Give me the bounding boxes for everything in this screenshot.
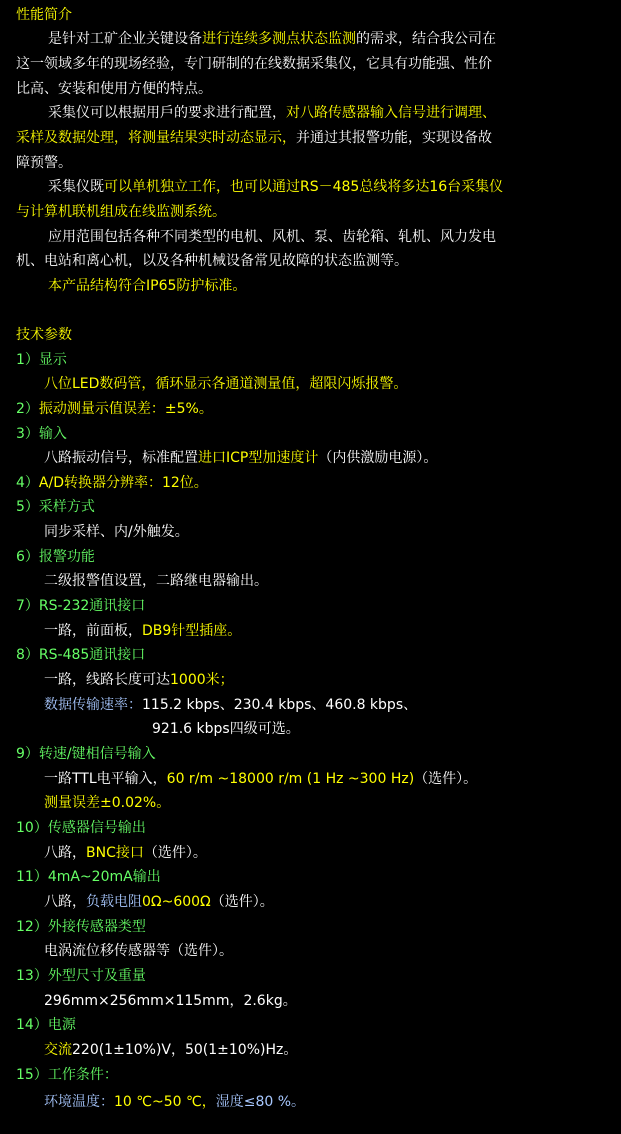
- spec-12-title: [16, 918, 146, 936]
- spec-8-title: [16, 646, 145, 664]
- text: 采集仪可以根据用戶的要求进行配置，: [48, 105, 286, 121]
- spec-3-body: [44, 449, 437, 467]
- intro-p4-line1: [48, 228, 496, 246]
- highlight-text: 1000米；: [170, 672, 234, 688]
- spec-10-title: [16, 819, 146, 837]
- spec-12-body: [44, 942, 233, 960]
- spec-title: 13）外型尺寸及重量: [16, 968, 146, 984]
- text: 220(1±10%)V，50(1±10%)Hz。: [72, 1042, 298, 1058]
- intro-p2-line1: [48, 104, 496, 122]
- text: （选件）。: [414, 771, 478, 787]
- spec-title: 8）RS-485通讯接口: [16, 647, 146, 663]
- text: 八路，: [44, 894, 86, 910]
- text: 应用范围包括各种不同类型的电机、风机、泵、齿轮箱、轧机、风力发电: [48, 229, 496, 245]
- spec-title: 12）外接传感器类型: [16, 919, 146, 935]
- text: （选件）。: [210, 894, 274, 910]
- intro-p3-line2: [16, 203, 226, 221]
- text: 这一领域多年的现场经验，专门研制的在线数据采集仪，它具有功能强、性价: [16, 56, 492, 72]
- intro-p3-line1: [48, 178, 503, 196]
- highlight-text: 进行连续多测点状态监测: [202, 31, 356, 47]
- highlight-text: 测量误差±0.02%。: [44, 795, 171, 811]
- spec-14-body: [44, 1041, 297, 1059]
- spec-13-title: [16, 967, 146, 985]
- highlight-text: 交流: [44, 1042, 72, 1058]
- text: 采集仪既: [48, 179, 104, 195]
- text: 二级报警值设置，二路继电器输出。: [44, 573, 268, 589]
- spec-15-title: [16, 1066, 118, 1084]
- spec-9-title: [16, 745, 156, 763]
- spec-title: 3）输入: [16, 426, 67, 442]
- spec-body: 振动测量示值误差：±5%。: [38, 401, 213, 417]
- text: 一路，前面板，: [44, 623, 142, 639]
- spec-1-title: [16, 351, 67, 369]
- text: 机、电站和离心机，以及各种机械设备常见故障的状态监测等。: [16, 253, 408, 269]
- highlight-text: 对八路传感器输入信号进行调理、: [286, 105, 496, 121]
- text: 的需求，结合我公司在: [356, 31, 496, 47]
- rate-label: 数据传输速率：: [44, 697, 142, 713]
- rate-values: 921.6 kbps四级可选。: [152, 721, 300, 737]
- spec-title: 1）显示: [16, 352, 67, 368]
- highlight-text: 进口ICP型加速度计: [198, 450, 319, 466]
- text: 八路，: [44, 845, 86, 861]
- accent-text: 环境温度：: [44, 1094, 114, 1110]
- accent-text: 湿度≤80 %。: [215, 1094, 306, 1110]
- intro-p2-line2: [16, 129, 492, 147]
- spec-9-body: [44, 770, 477, 788]
- text: 一路TTL电平输入，: [44, 771, 167, 787]
- spec-title: 14）电源: [16, 1017, 76, 1033]
- spec-number: 4）: [16, 475, 39, 491]
- highlight-text: 采样及数据处理，将测量结果实时动态显示，: [16, 130, 296, 146]
- spec-14-title: [16, 1016, 76, 1034]
- text: （内供激励电源）。: [318, 450, 438, 466]
- spec-7-body: [44, 622, 241, 640]
- spec-title: 6）报警功能: [16, 549, 95, 565]
- text: 障预警。: [16, 155, 72, 171]
- spec-6-body: [44, 572, 268, 590]
- intro-p5: [48, 277, 246, 295]
- spec-title: 9）转速/键相信号输入: [16, 746, 156, 762]
- spec-title: 5）采样方式: [16, 499, 95, 515]
- highlight-text: 10 ℃~50 ℃，: [114, 1094, 216, 1110]
- text: （选件）。: [143, 845, 207, 861]
- intro-heading: [16, 6, 72, 24]
- text: 一路，线路长度可达: [44, 672, 170, 688]
- spec-9-error: [44, 794, 170, 812]
- spec-15-body: [44, 1093, 305, 1111]
- text: 同步采样、内/外触发。: [44, 524, 189, 540]
- spec-13-body: [44, 992, 297, 1010]
- intro-p1-line2: [16, 55, 492, 73]
- spec-title: 10）传感器信号输出: [16, 820, 146, 836]
- spec-11-title: [16, 868, 161, 886]
- spec-8-rate: [44, 696, 417, 714]
- spec-6-title: [16, 548, 95, 566]
- specs-heading-text: 技术参数: [16, 327, 72, 343]
- text: 是针对工矿企业关键设备: [48, 31, 202, 47]
- spec-title: 15）工作条件：: [16, 1067, 118, 1083]
- intro-p4-line2: [16, 252, 408, 270]
- text: 八路振动信号，标准配置: [44, 450, 198, 466]
- spec-number: 2）: [16, 401, 39, 417]
- spec-3-title: [16, 425, 67, 443]
- spec-1-body: [44, 375, 407, 393]
- spec-2: [16, 400, 213, 418]
- specs-heading: [16, 326, 72, 344]
- intro-p2-line3: [16, 154, 72, 172]
- rate-values: 115.2 kbps、230.4 kbps、460.8 kbps、: [142, 697, 418, 713]
- text: 并通过其报警功能，实现设备故: [296, 130, 492, 146]
- accent-text: 负载电阻: [86, 894, 142, 910]
- spec-body: A/D转换器分辨率：12位。: [38, 475, 208, 491]
- highlight-text: DB9针型插座。: [142, 623, 242, 639]
- intro-heading-text: 性能简介: [16, 7, 72, 23]
- intro-p1-line1: [48, 30, 496, 48]
- text: 比高、安装和使用方便的特点。: [16, 81, 212, 97]
- spec-title: 11）4mA~20mA输出: [16, 869, 161, 885]
- highlight-text: BNC接口: [86, 845, 144, 861]
- highlight-text: 0Ω~600Ω: [142, 894, 211, 910]
- spec-10-body: [44, 844, 207, 862]
- highlight-text: 与计算机联机组成在线监测系统。: [16, 204, 226, 220]
- highlight-text: 本产品结构符合IP65防护标准。: [48, 278, 247, 294]
- spec-title: 7）RS-232通讯接口: [16, 598, 146, 614]
- highlight-text: 60 r/m ~18000 r/m (1 Hz ~300 Hz): [166, 771, 415, 787]
- spec-11-body: [44, 893, 274, 911]
- spec-body: 八位LED数码管，循环显示各通道测量值，超限闪烁报警。: [44, 376, 408, 392]
- intro-p1-line3: [16, 80, 212, 98]
- spec-4: [16, 474, 208, 492]
- spec-5-title: [16, 498, 95, 516]
- spec-8-body: [44, 671, 234, 689]
- highlight-text: 可以单机独立工作，也可以通过RS－485总线将多达16台采集仪: [104, 179, 504, 195]
- text: 电涡流位移传感器等（选件）。: [44, 943, 233, 959]
- text: 296mm×256mm×115mm，2.6kg。: [44, 993, 297, 1009]
- spec-5-body: [44, 523, 189, 541]
- spec-8-rate-cont: [152, 720, 300, 738]
- spec-7-title: [16, 597, 145, 615]
